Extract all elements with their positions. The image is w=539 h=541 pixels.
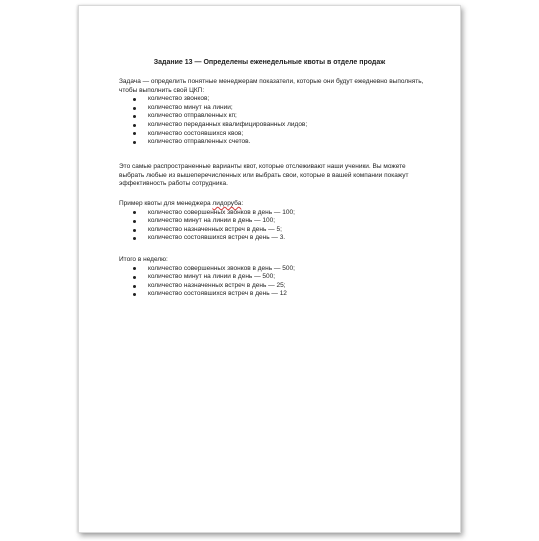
list-item: количество минут на линии в день — 500; <box>119 273 429 282</box>
document-page <box>78 5 461 533</box>
example-label: Пример квоты для менеджера лидоруба: <box>119 200 244 207</box>
intro-paragraph: Задача — определить понятные менеджерам показатели, которые они будут ежедневно выполнять, чтобы выполнить свой ЦКП: <box>119 78 424 94</box>
bullet-icon <box>133 98 136 101</box>
bullet-icon <box>133 285 136 288</box>
weekly-label: Итого в неделю: <box>119 256 168 263</box>
list-item: количество переданных квалифицированных лидов; <box>119 121 429 130</box>
variants-paragraph: Это самые распространенные варианты квот, которые отслеживают наши ученики. Вы можете выбрать любые из вышеперечисленных или выбрать свои, которые в вашей компании покажут эффективность работы сотрудника. <box>119 163 409 188</box>
bullet-icon <box>133 293 136 296</box>
list-item: количество совершенных звонков в день — 100; <box>119 209 429 218</box>
bullet-icon <box>133 124 136 127</box>
bullet-icon <box>133 107 136 110</box>
list-item: количество состоявшихся квов; <box>119 130 429 139</box>
example-section <box>119 200 429 243</box>
weekly-section <box>119 256 429 299</box>
list-item: количество отправленных счетов. <box>119 138 429 147</box>
bullet-icon <box>133 276 136 279</box>
intro-section <box>119 78 429 147</box>
bullet-icon <box>133 237 136 240</box>
list-item: количество совершенных звонков в день — 500; <box>119 265 429 274</box>
weekly-list <box>119 265 429 299</box>
list-item: количество состоявшихся встреч в день — 12 <box>119 290 429 299</box>
list-item: количество назначенных встреч в день — 5; <box>119 226 429 235</box>
list-item: количество звонков; <box>119 95 429 104</box>
list-item: количество назначенных встреч в день — 25; <box>119 282 429 291</box>
bullet-icon <box>133 211 136 214</box>
list-item: количество минут на линии в день — 100; <box>119 217 429 226</box>
bullet-icon <box>133 229 136 232</box>
list-item: количество минут на линии; <box>119 104 429 113</box>
bullet-icon <box>133 115 136 118</box>
list-item: количество состоявшихся встреч в день — 3. <box>119 234 429 243</box>
bullet-icon <box>133 220 136 223</box>
variants-section <box>119 163 429 189</box>
bullet-icon <box>133 267 136 270</box>
bullet-icon <box>133 132 136 135</box>
spellcheck-word: лидоруба <box>212 200 242 207</box>
document-title: Задание 13 — Определены еженедельные квоты в отделе продаж <box>153 59 386 66</box>
intro-list <box>119 95 429 147</box>
list-item: количество отправленных кп; <box>119 112 429 121</box>
bullet-icon <box>133 141 136 144</box>
example-list <box>119 209 429 243</box>
